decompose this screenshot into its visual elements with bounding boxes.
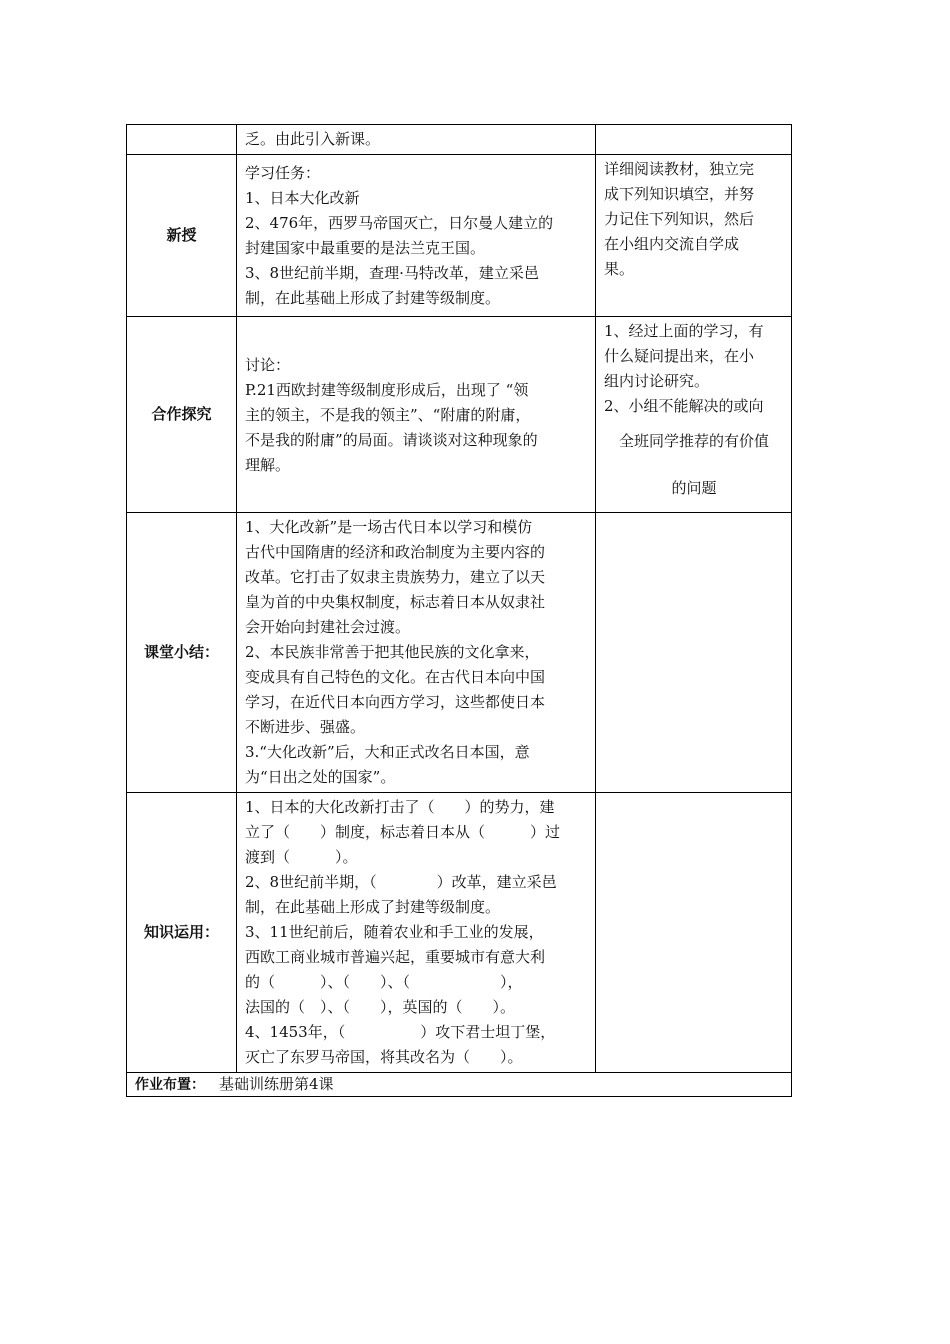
cooperation-line: 理解。 (245, 456, 291, 474)
cooperation-side-line: 什么疑问提出来，在小 (604, 347, 755, 365)
exercise-line: 2、8世纪前半期，（ ）改革，建立采邑 (245, 873, 557, 891)
homework-cell (127, 1073, 792, 1097)
cooperation-side-line: 全班同学推荐的有价值 (618, 432, 769, 450)
exercise-line: 渡到（ ）。 (245, 848, 358, 866)
new-lesson-line: 3、8世纪前半期，查理·马特改革，建立采邑 (245, 264, 539, 282)
intro-row (127, 125, 792, 155)
cooperation-side-line: 组内讨论研究。 (604, 372, 710, 390)
intro-content-cell (237, 125, 596, 155)
new-lesson-line: 学习任务： (245, 164, 321, 182)
cooperation-line: P.21西欧封建等级制度形成后，出现了 “领 (245, 381, 529, 399)
intro-side-cell (596, 125, 792, 155)
exercise-line: 的（ ）、（ ）、（ ）， (245, 973, 523, 991)
homework-text: 基础训练册第4课 (219, 1075, 334, 1093)
cooperation-side-line: 2、小组不能解决的或向 (604, 397, 764, 415)
new-lesson-line: 1、日本大化改新 (245, 189, 360, 207)
new-lesson-side-line: 成下列知识填空，并努 (604, 185, 755, 203)
exercise-line: 1、日本的大化改新打击了（ ）的势力，建 (245, 798, 555, 816)
cooperation-line: 不是我的附庸”的局面。请谈谈对这种现象的 (245, 431, 538, 449)
summary-line: 3.“大化改新”后，大和正式改名日本国，意 (245, 743, 530, 761)
summary-row (127, 513, 792, 793)
summary-line: 变成具有自己特色的文化。在古代日本向中国 (245, 668, 546, 686)
intro-label-cell (127, 125, 237, 155)
summary-line: 皇为首的中央集权制度，标志着日本从奴隶社 (245, 593, 546, 611)
new-lesson-side-line: 在小组内交流自学成 (604, 235, 740, 253)
cooperation-side-cell (596, 317, 792, 513)
application-label: 知识运用： (127, 793, 237, 1073)
summary-line: 古代中国隋唐的经济和政治制度为主要内容的 (245, 543, 546, 561)
cooperation-line: 主的领主，不是我的领主”、“附庸的附庸， (245, 406, 531, 424)
cooperation-side-line: 的问题 (671, 479, 717, 497)
cooperation-side-line: 1、经过上面的学习，有 (604, 322, 764, 340)
summary-label: 课堂小结： (127, 513, 237, 793)
homework-row (127, 1073, 792, 1097)
new-lesson-line: 封建国家中最重要的是法兰克王国。 (245, 239, 486, 257)
cooperation-line: 讨论： (245, 356, 291, 374)
summary-side-cell (596, 513, 792, 793)
homework-label: 作业布置： (135, 1077, 205, 1093)
summary-line: 学习，在近代日本向西方学习，这些都使日本 (245, 693, 546, 711)
summary-line: 改革。它打击了奴隶主贵族势力，建立了以天 (245, 568, 546, 586)
exercise-line: 灭亡了东罗马帝国，将其改名为（ ）。 (245, 1048, 523, 1066)
application-side-cell (596, 793, 792, 1073)
new-lesson-label: 新授 (127, 155, 237, 317)
exercise-line: 制，在此基础上形成了封建等级制度。 (245, 898, 501, 916)
new-lesson-side-line: 力记住下列知识，然后 (604, 210, 755, 228)
exercise-line: 法国的（ ）、（ ），英国的（ ）。 (245, 998, 516, 1016)
exercise-line: 立了（ ）制度，标志着日本从（ ）过 (245, 823, 561, 841)
new-lesson-row (127, 155, 792, 317)
application-content-cell (237, 793, 596, 1073)
cooperation-content-cell (237, 317, 596, 513)
new-lesson-side-cell (596, 155, 792, 317)
summary-line: 为“日出之处的国家”。 (245, 768, 396, 786)
lesson-plan-table (126, 124, 792, 1097)
new-lesson-line: 制，在此基础上形成了封建等级制度。 (245, 289, 501, 307)
summary-content-cell (237, 513, 596, 793)
intro-text: 乏。由此引入新课。 (245, 130, 381, 148)
summary-line: 1、大化改新”是一场古代日本以学习和模仿 (245, 518, 533, 536)
exercise-line: 西欧工商业城市普遍兴起，重要城市有意大利 (245, 948, 546, 966)
application-row (127, 793, 792, 1073)
cooperation-row (127, 317, 792, 513)
new-lesson-side-line: 详细阅读教材，独立完 (604, 160, 755, 178)
summary-line: 2、本民族非常善于把其他民族的文化拿来， (245, 643, 540, 661)
cooperation-label: 合作探究 (127, 317, 237, 513)
new-lesson-line: 2、476年，西罗马帝国灭亡，日尔曼人建立的 (245, 214, 554, 232)
summary-line: 不断进步、强盛。 (245, 718, 366, 736)
new-lesson-content-cell (237, 155, 596, 317)
new-lesson-side-line: 果。 (604, 260, 635, 278)
exercise-line: 3、11世纪前后，随着农业和手工业的发展， (245, 923, 544, 941)
summary-line: 会开始向封建社会过渡。 (245, 618, 411, 636)
exercise-line: 4、1453年，（ ）攻下君士坦丁堡， (245, 1023, 556, 1041)
